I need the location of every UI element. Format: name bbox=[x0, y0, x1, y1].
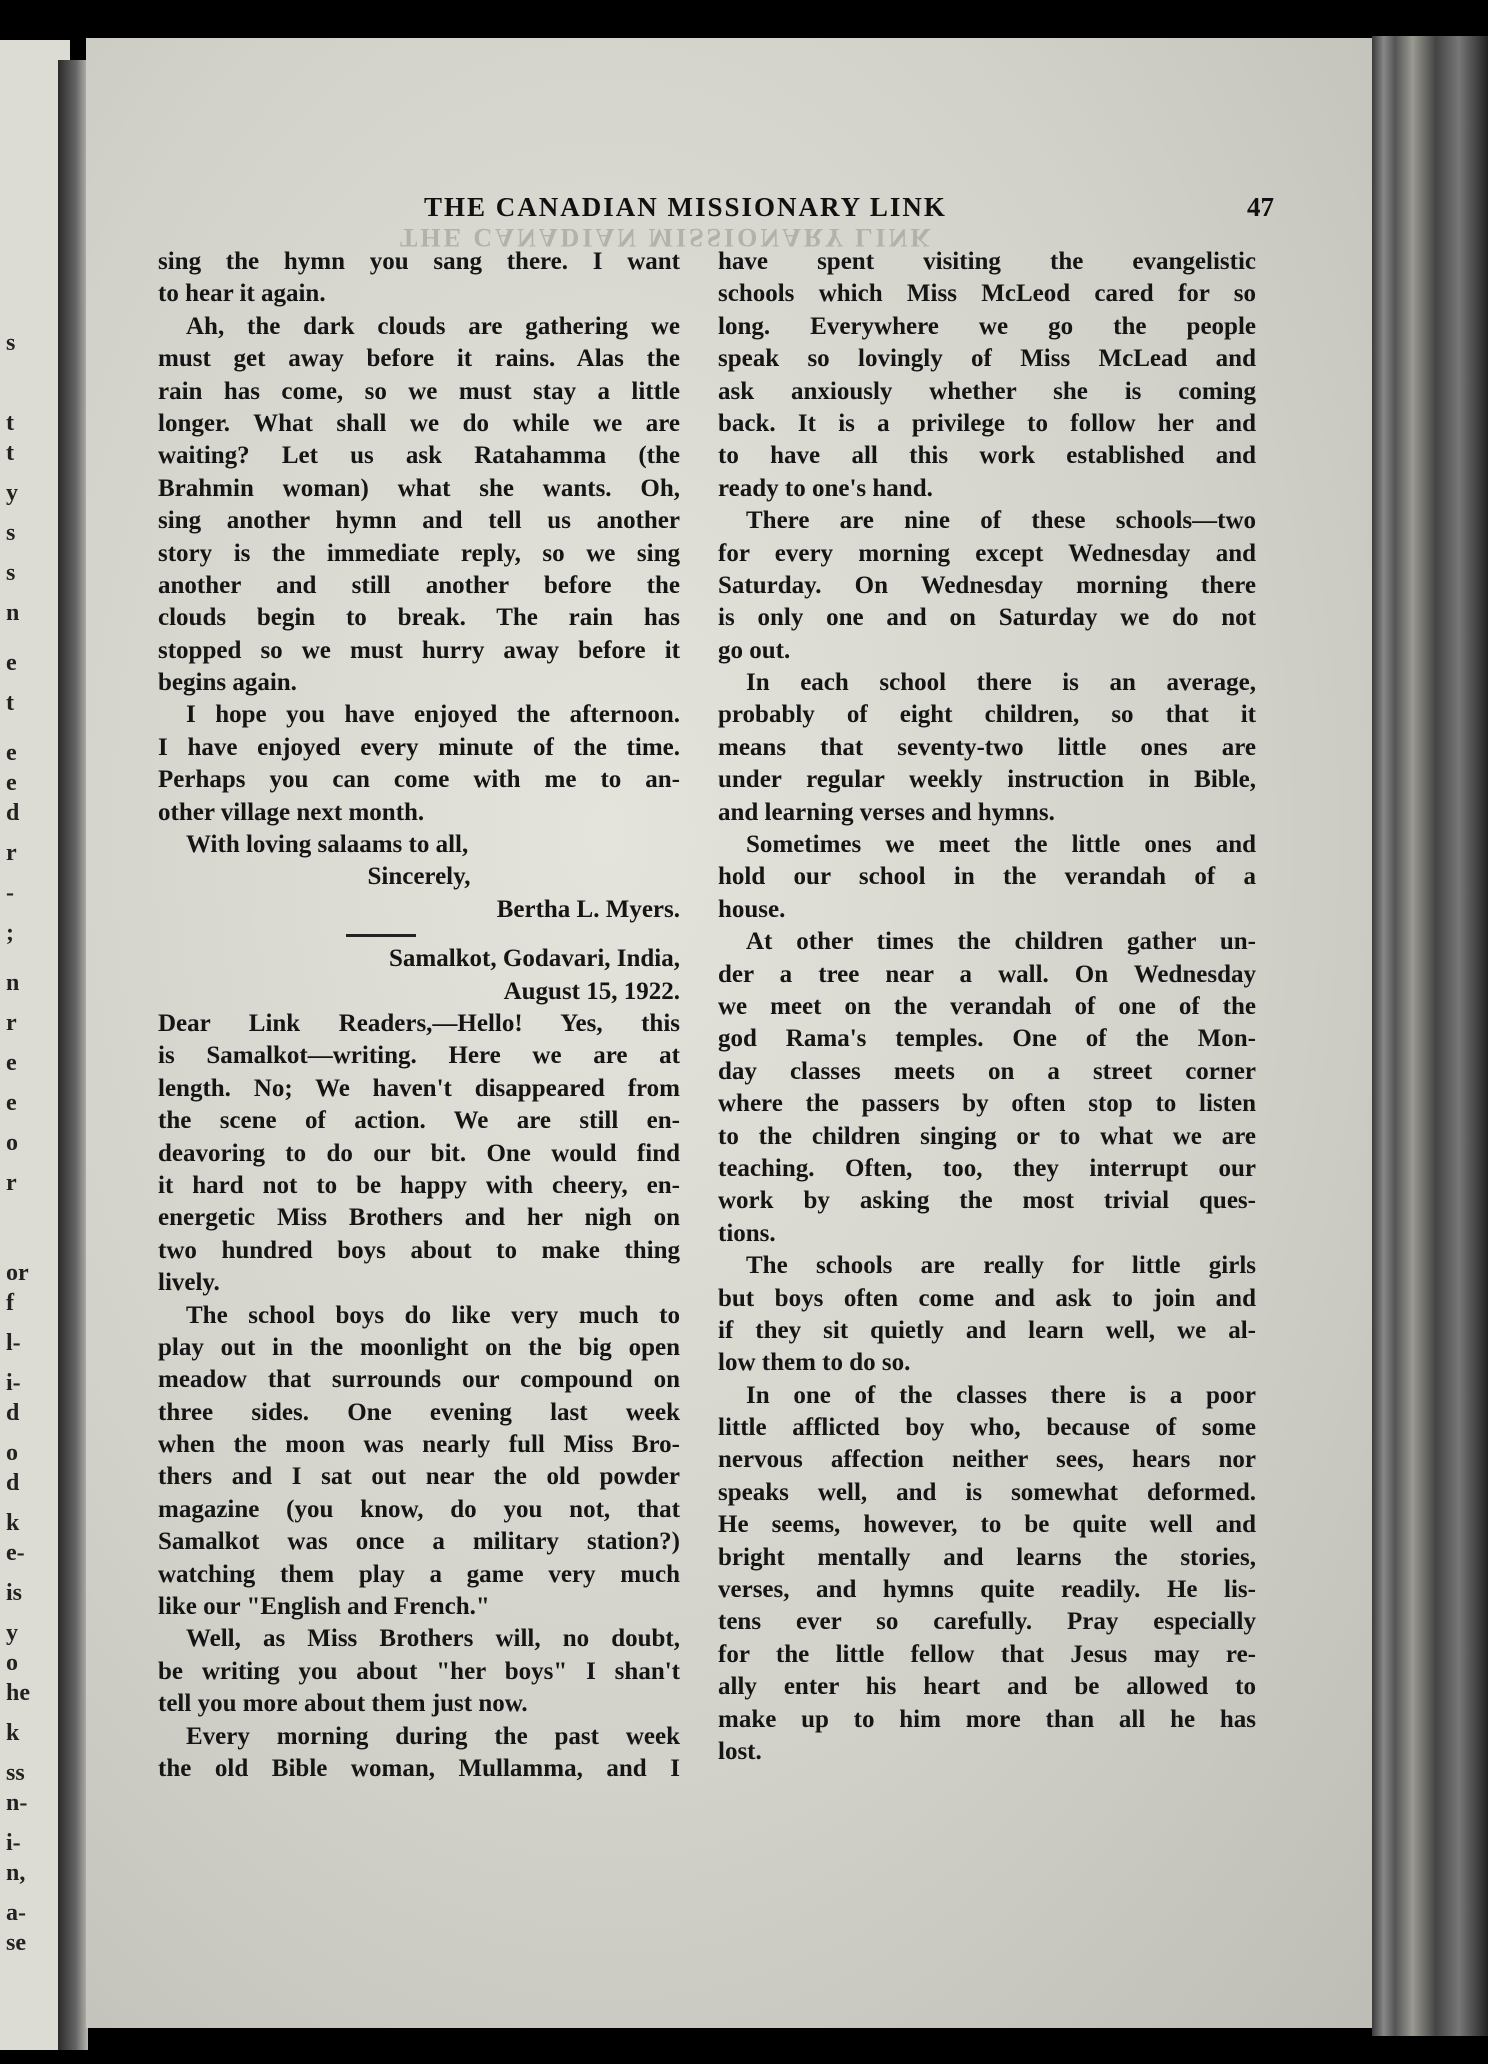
margin-fragment: i- bbox=[6, 1830, 21, 1856]
margin-fragment: k bbox=[6, 1720, 20, 1746]
text-line: but boys often come and ask to join and bbox=[718, 1284, 1256, 1312]
margin-fragment: i- bbox=[6, 1370, 21, 1396]
margin-fragment: n bbox=[6, 600, 20, 626]
text-line: Perhaps you can come with me to an- bbox=[158, 766, 680, 794]
text-line: He seems, however, to be quite well and bbox=[718, 1511, 1256, 1539]
margin-fragment: e- bbox=[6, 1540, 25, 1566]
text-line: for the little fellow that Jesus may re- bbox=[718, 1640, 1256, 1668]
text-line: At other times the children gather un- bbox=[746, 928, 1256, 956]
text-line: ready to one's hand. bbox=[718, 474, 933, 502]
text-line: tions. bbox=[718, 1219, 776, 1247]
left-text-column bbox=[158, 246, 680, 1785]
margin-fragment: ; bbox=[6, 920, 14, 946]
text-line: stopped so we must hurry away before it bbox=[158, 636, 680, 664]
text-line: like our "English and French." bbox=[158, 1593, 490, 1621]
text-line: play out in the moonlight on the big open bbox=[158, 1333, 680, 1361]
text-line: tell you more about them just now. bbox=[158, 1690, 528, 1718]
text-line: is only one and on Saturday we do not bbox=[718, 604, 1256, 632]
text-line: means that seventy-two little ones are bbox=[718, 733, 1256, 761]
margin-fragment: n- bbox=[6, 1790, 28, 1816]
text-line: to have all this work established and bbox=[718, 442, 1256, 470]
text-line: thers and I sat out near the old powder bbox=[158, 1463, 680, 1491]
margin-fragment: e bbox=[6, 1090, 17, 1116]
margin-fragment: n, bbox=[6, 1860, 26, 1886]
text-line: I hope you have enjoyed the afternoon. bbox=[186, 701, 680, 729]
text-line: we meet on the verandah of one of the bbox=[718, 992, 1256, 1020]
margin-fragment: d bbox=[6, 800, 20, 826]
margin-fragment: ss bbox=[6, 1760, 25, 1786]
margin-fragment: n bbox=[6, 970, 20, 996]
margin-fragment: o bbox=[6, 1440, 18, 1466]
margin-fragment: e bbox=[6, 1050, 17, 1076]
text-line: low them to do so. bbox=[718, 1349, 911, 1377]
margin-fragment: d bbox=[6, 1400, 20, 1426]
text-line: In one of the classes there is a poor bbox=[746, 1381, 1256, 1409]
text-line: three sides. One evening last week bbox=[158, 1398, 680, 1426]
text-line: Every morning during the past week bbox=[186, 1722, 680, 1750]
text-line: work by asking the most trivial ques- bbox=[718, 1187, 1256, 1215]
running-title: THE CANADIAN MISSIONARY LINK bbox=[424, 192, 947, 222]
text-line: other village next month. bbox=[158, 798, 425, 826]
text-line: lost. bbox=[718, 1737, 762, 1765]
bleed-through-title: THE CANADIAN MISSIONARY LINK bbox=[400, 223, 934, 252]
margin-fragment: is bbox=[6, 1580, 23, 1606]
text-line: The school boys do like very much to bbox=[186, 1301, 680, 1329]
text-line: clouds begin to break. The rain has bbox=[158, 604, 680, 632]
text-line: when the moon was nearly full Miss Bro- bbox=[158, 1431, 680, 1459]
margin-fragment: e bbox=[6, 650, 17, 676]
text-line: have spent visiting the evangelistic bbox=[718, 248, 1256, 275]
margin-fragment: se bbox=[6, 1930, 26, 1956]
book-gutter bbox=[58, 60, 88, 2050]
text-line: story is the immediate reply, so we sing bbox=[158, 539, 680, 567]
text-line: another and still another before the bbox=[158, 571, 680, 599]
text-line: verses, and hymns quite readily. He lis- bbox=[718, 1576, 1256, 1604]
text-line: house. bbox=[718, 895, 786, 923]
margin-fragment: t bbox=[6, 410, 14, 436]
text-line: under regular weekly instruction in Bible, bbox=[718, 766, 1256, 794]
text-line: probably of eight children, so that it bbox=[718, 701, 1256, 729]
text-line: There are nine of these schools—two bbox=[746, 507, 1256, 535]
text-line: sing the hymn you sang there. I want bbox=[158, 248, 680, 275]
text-line: waiting? Let us ask Ratahamma (the bbox=[158, 442, 680, 470]
text-line: the old Bible woman, Mullamma, and I bbox=[158, 1754, 680, 1782]
text-line: Ah, the dark clouds are gathering we bbox=[186, 312, 680, 340]
text-line: der a tree near a wall. On Wednesday bbox=[718, 960, 1256, 988]
margin-fragment: r bbox=[6, 1170, 17, 1196]
text-line: the scene of action. We are still en- bbox=[158, 1107, 680, 1135]
margin-fragment: t bbox=[6, 440, 14, 466]
text-line: energetic Miss Brothers and her nigh on bbox=[158, 1204, 680, 1232]
text-line: ally enter his heart and be allowed to bbox=[718, 1673, 1256, 1701]
text-line: Dear Link Readers,—Hello! Yes, this bbox=[158, 1009, 680, 1037]
stacked-page-edges bbox=[1372, 36, 1488, 2036]
text-line: Samalkot was once a military station?) bbox=[158, 1528, 680, 1556]
text-line: August 15, 1922. bbox=[503, 977, 680, 1005]
text-line: sing another hymn and tell us another bbox=[158, 507, 680, 535]
text-line: is Samalkot—writing. Here we are at bbox=[158, 1042, 680, 1070]
text-line: begins again. bbox=[158, 669, 297, 697]
text-line: nervous affection neither sees, hears nor bbox=[718, 1446, 1256, 1474]
text-line: In each school there is an average, bbox=[746, 669, 1256, 697]
text-line: to hear it again. bbox=[158, 280, 326, 308]
text-line: schools which Miss McLeod cared for so bbox=[718, 280, 1256, 308]
text-line: watching them play a game very much bbox=[158, 1560, 680, 1588]
text-line: Saturday. On Wednesday morning there bbox=[718, 571, 1256, 599]
text-line: With loving salaams to all, bbox=[186, 831, 469, 859]
margin-fragment: f bbox=[6, 1290, 14, 1316]
text-line: where the passers by often stop to listen bbox=[718, 1090, 1256, 1118]
text-line: Samalkot, Godavari, India, bbox=[388, 945, 680, 973]
text-line: magazine (you know, do you not, that bbox=[158, 1495, 680, 1523]
text-line: The schools are really for little girls bbox=[746, 1252, 1256, 1280]
margin-fragment: o bbox=[6, 1130, 18, 1156]
text-line: go out. bbox=[718, 636, 791, 664]
text-line: be writing you about "her boys" I shan't bbox=[158, 1657, 680, 1685]
margin-fragment: o bbox=[6, 1650, 18, 1676]
text-line: god Rama's temples. One of the Mon- bbox=[718, 1025, 1256, 1053]
text-line: ask anxiously whether she is coming bbox=[718, 377, 1256, 405]
text-line: two hundred boys about to make thing bbox=[158, 1236, 680, 1264]
margin-fragment: y bbox=[6, 480, 18, 506]
margin-fragment: s bbox=[6, 330, 16, 356]
text-line: Well, as Miss Brothers will, no doubt, bbox=[186, 1625, 680, 1653]
text-line: Bertha L. Myers. bbox=[496, 895, 680, 923]
text-line: Brahmin woman) what she wants. Oh, bbox=[158, 474, 680, 502]
text-line: lively. bbox=[158, 1269, 220, 1297]
text-line: if they sit quietly and learn well, we al- bbox=[718, 1316, 1256, 1344]
text-line: speaks well, and is somewhat deformed. bbox=[718, 1478, 1256, 1506]
text-line: Sometimes we meet the little ones and bbox=[746, 831, 1256, 859]
text-line: bright mentally and learns the stories, bbox=[718, 1543, 1256, 1571]
text-line: meadow that surrounds our compound on bbox=[158, 1366, 680, 1394]
text-line: I have enjoyed every minute of the time. bbox=[158, 733, 680, 761]
margin-fragment: e bbox=[6, 740, 17, 766]
text-line: longer. What shall we do while we are bbox=[158, 409, 680, 437]
text-line: deavoring to do our bit. One would find bbox=[158, 1139, 680, 1167]
text-line: Sincerely, bbox=[367, 863, 471, 891]
margin-fragment: l- bbox=[6, 1330, 21, 1356]
text-line: rain has come, so we must stay a little bbox=[158, 377, 680, 405]
signature-divider bbox=[346, 934, 416, 937]
text-line: teaching. Often, too, they interrupt our bbox=[718, 1154, 1256, 1182]
text-line: it hard not to be happy with cheery, en- bbox=[158, 1171, 680, 1199]
right-text-column bbox=[718, 246, 1256, 1768]
margin-fragment: y bbox=[6, 1620, 18, 1646]
margin-fragment: r bbox=[6, 840, 17, 866]
text-line: for every morning except Wednesday and bbox=[718, 539, 1256, 567]
text-line: make up to him more than all he has bbox=[718, 1705, 1256, 1733]
text-line: back. It is a privilege to follow her and bbox=[718, 409, 1256, 437]
margin-fragment: s bbox=[6, 560, 16, 586]
text-line: hold our school in the verandah of a bbox=[718, 863, 1256, 891]
margin-fragment: d bbox=[6, 1470, 20, 1496]
margin-fragment: he bbox=[6, 1680, 30, 1706]
text-line: length. No; We haven't disappeared from bbox=[158, 1074, 680, 1102]
margin-fragment: r bbox=[6, 1010, 17, 1036]
text-line: and learning verses and hymns. bbox=[718, 798, 1055, 826]
text-line: tens ever so carefully. Pray especially bbox=[718, 1608, 1256, 1636]
margin-fragment: e bbox=[6, 770, 17, 796]
text-line: must get away before it rains. Alas the bbox=[158, 345, 680, 373]
text-line: little afflicted boy who, because of some bbox=[718, 1414, 1256, 1442]
margin-fragment: k bbox=[6, 1510, 20, 1536]
text-line: long. Everywhere we go the people bbox=[718, 312, 1256, 340]
margin-fragment: s bbox=[6, 520, 16, 546]
text-line: speak so lovingly of Miss McLead and bbox=[718, 345, 1256, 373]
margin-fragment: t bbox=[6, 690, 14, 716]
running-header bbox=[424, 192, 1274, 232]
text-line: day classes meets on a street corner bbox=[718, 1057, 1256, 1085]
text-line: to the children singing or to what we are bbox=[718, 1122, 1256, 1150]
page-number: 47 bbox=[1247, 192, 1274, 222]
margin-fragment: or bbox=[6, 1260, 29, 1286]
margin-fragment: a- bbox=[6, 1900, 26, 1926]
margin-fragment: - bbox=[6, 880, 14, 906]
